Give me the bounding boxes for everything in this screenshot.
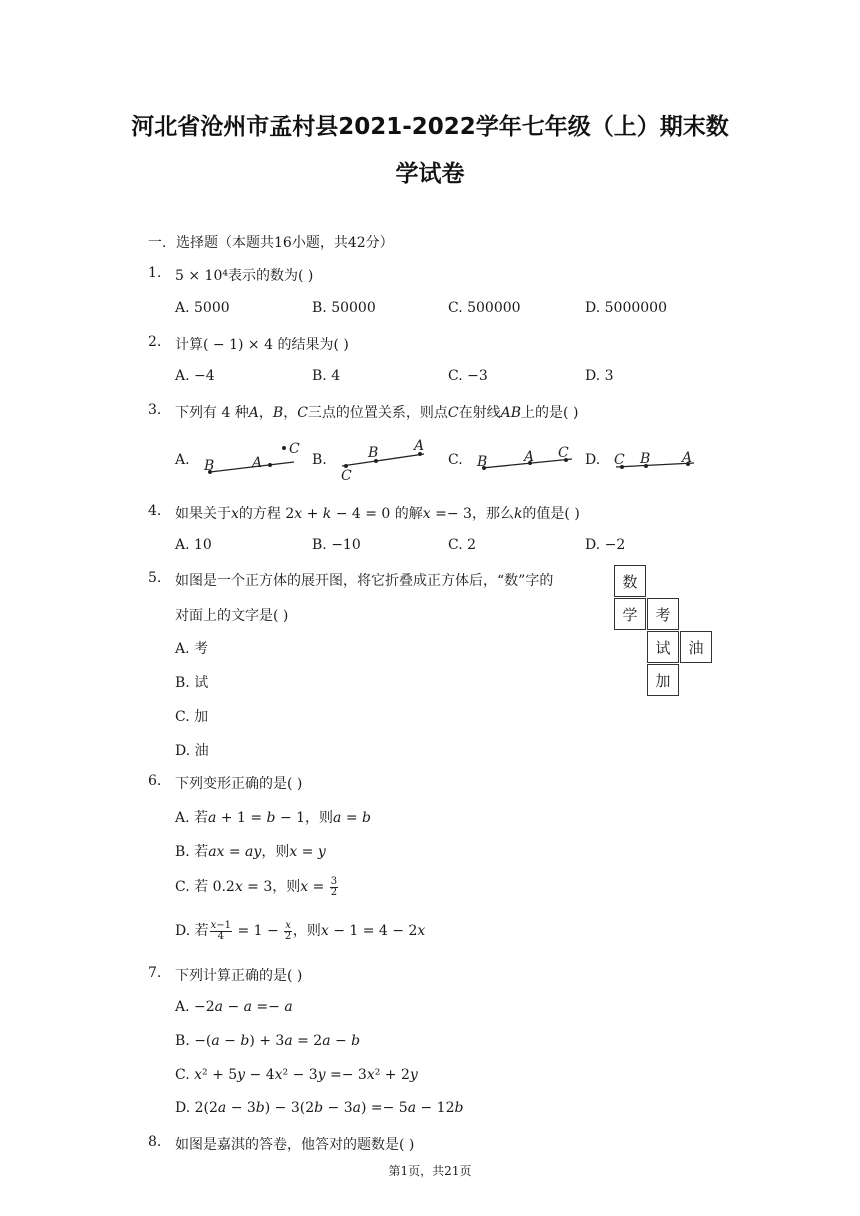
fraction [210, 921, 232, 942]
question-6-text: 下列变形正确的是( ) [175, 776, 303, 792]
question-number: 1. [148, 265, 162, 281]
q2-option-b: B. 4 [312, 368, 341, 384]
fraction-numerator: 3 [330, 875, 338, 887]
question-5-text-line2: 对面上的文字是( ) [175, 608, 289, 624]
q3-figure-c [472, 440, 578, 476]
question-1-text: 5 × 10⁴表示的数为( ) [175, 268, 314, 284]
q3-figure-d [610, 442, 698, 474]
q3-option-c: C. [448, 452, 463, 468]
point-label-c: C [289, 441, 300, 457]
q6-option-d-prefix: D. 若 [175, 923, 209, 939]
point-label-c: C [558, 445, 569, 461]
point-label-b: B [368, 445, 379, 461]
point-label-b: B [204, 458, 215, 474]
q5-option-b: B. 试 [175, 675, 209, 691]
net-face-shi: 试 [647, 631, 679, 663]
q3-option-d: D. [585, 452, 601, 468]
q7-option-a: A. −2𝑎 − 𝑎 =− 𝑎 [175, 999, 293, 1015]
q6-option-d [175, 920, 425, 942]
q7-option-d: D. 2(2𝑎 − 3𝑏) − 3(2𝑏 − 3𝑎) =− 5𝑎 − 12𝑏 [175, 1100, 464, 1116]
q7-option-c: C. 𝑥² + 5𝑦 − 4𝑥² − 3𝑦 =− 3𝑥² + 2𝑦 [175, 1067, 418, 1083]
q3-option-a: A. [175, 452, 190, 468]
q4-option-a: A. 10 [175, 537, 212, 553]
fraction-numerator: 𝑥 [285, 919, 291, 931]
question-7-text: 下列计算正确的是( ) [175, 968, 303, 984]
fraction-numerator: 𝑥−1 [210, 919, 232, 931]
q5-option-a: A. 考 [175, 641, 209, 657]
question-number: 6. [148, 773, 162, 789]
fraction-denominator: 2 [330, 886, 338, 898]
point-label-a: A [414, 438, 425, 454]
net-face-you: 油 [680, 631, 712, 663]
section-heading: 一．选择题（本题共16小题，共42分） [148, 235, 394, 251]
net-face-shu: 数 [614, 565, 646, 597]
question-8-text: 如图是嘉淇的答卷，他答对的题数是( ) [175, 1137, 415, 1153]
net-face-xue: 学 [614, 598, 646, 630]
q3-figure-b [334, 436, 434, 482]
point-label-a: A [682, 450, 693, 466]
fraction [330, 877, 338, 898]
question-5-text-line1: 如图是一个正方体的展开图，将它折叠成正方体后，“数”字的 [175, 573, 554, 589]
q6-option-b: B. 若𝑎𝑥 = 𝑎𝑦，则𝑥 = 𝑦 [175, 844, 326, 860]
question-number: 5. [148, 570, 162, 586]
q2-option-a: A. −4 [175, 368, 215, 384]
q1-option-a: A. 5000 [175, 300, 230, 316]
q3-option-b: B. [312, 452, 327, 468]
point-label-a: A [252, 455, 263, 471]
q4-option-b: B. −10 [312, 537, 361, 553]
q7-option-b: B. −(𝑎 − 𝑏) + 3𝑎 = 2𝑎 − 𝑏 [175, 1033, 361, 1049]
q4-option-c: C. 2 [448, 537, 477, 553]
q5-option-d: D. 油 [175, 743, 209, 759]
question-4-text: 如果关于𝑥的方程 2𝑥 + 𝑘 − 4 = 0 的解𝑥 =− 3，那么𝑘的值是( ) [175, 506, 580, 522]
q6-option-c-text: C. 若 0.2𝑥 = 3，则𝑥 = [175, 879, 325, 895]
q5-option-c: C. 加 [175, 709, 209, 725]
question-number: 8. [148, 1134, 162, 1150]
q6-option-a: A. 若𝑎 + 1 = 𝑏 − 1，则𝑎 = 𝑏 [175, 810, 371, 826]
q4-option-d: D. −2 [585, 537, 626, 553]
q1-option-c: C. 500000 [448, 300, 521, 316]
question-2-text: 计算( − 1) × 4 的结果为( ) [175, 337, 349, 353]
page-footer: 第1页，共21页 [388, 1164, 472, 1178]
fraction [284, 921, 292, 942]
q6-option-d-suffix: ，则𝑥 − 1 = 4 − 2𝑥 [292, 923, 426, 939]
question-number: 2. [148, 334, 162, 350]
point-label-a: A [524, 449, 535, 465]
exam-title-line2: 学试卷 [395, 161, 465, 187]
q2-option-d: D. 3 [585, 368, 614, 384]
net-face-jia: 加 [647, 664, 679, 696]
exam-title-line1: 河北省沧州市孟村县2021-2022学年七年级（上）期末数 [131, 114, 729, 140]
point-label-c: C [614, 452, 625, 468]
point-label-c: C [341, 468, 352, 482]
net-face-kao: 考 [647, 598, 679, 630]
question-number: 3. [148, 402, 162, 418]
fraction-denominator: 4 [217, 930, 225, 942]
point-label-b: B [477, 454, 488, 470]
question-number: 7. [148, 965, 162, 981]
question-3-text: 下列有 4 种𝐴，𝐵，𝐶三点的位置关系，则点𝐶在射线𝐴𝐵上的是( ) [175, 405, 579, 421]
fraction-denominator: 2 [284, 930, 292, 942]
point-label-b: B [640, 451, 651, 467]
q6-option-c [175, 876, 339, 898]
q3-figure-a [198, 436, 304, 480]
q6-option-d-mid: = 1 − [237, 923, 279, 939]
q1-option-d: D. 5000000 [585, 300, 667, 316]
q1-option-b: B. 50000 [312, 300, 376, 316]
question-number: 4. [148, 503, 162, 519]
q2-option-c: C. −3 [448, 368, 488, 384]
